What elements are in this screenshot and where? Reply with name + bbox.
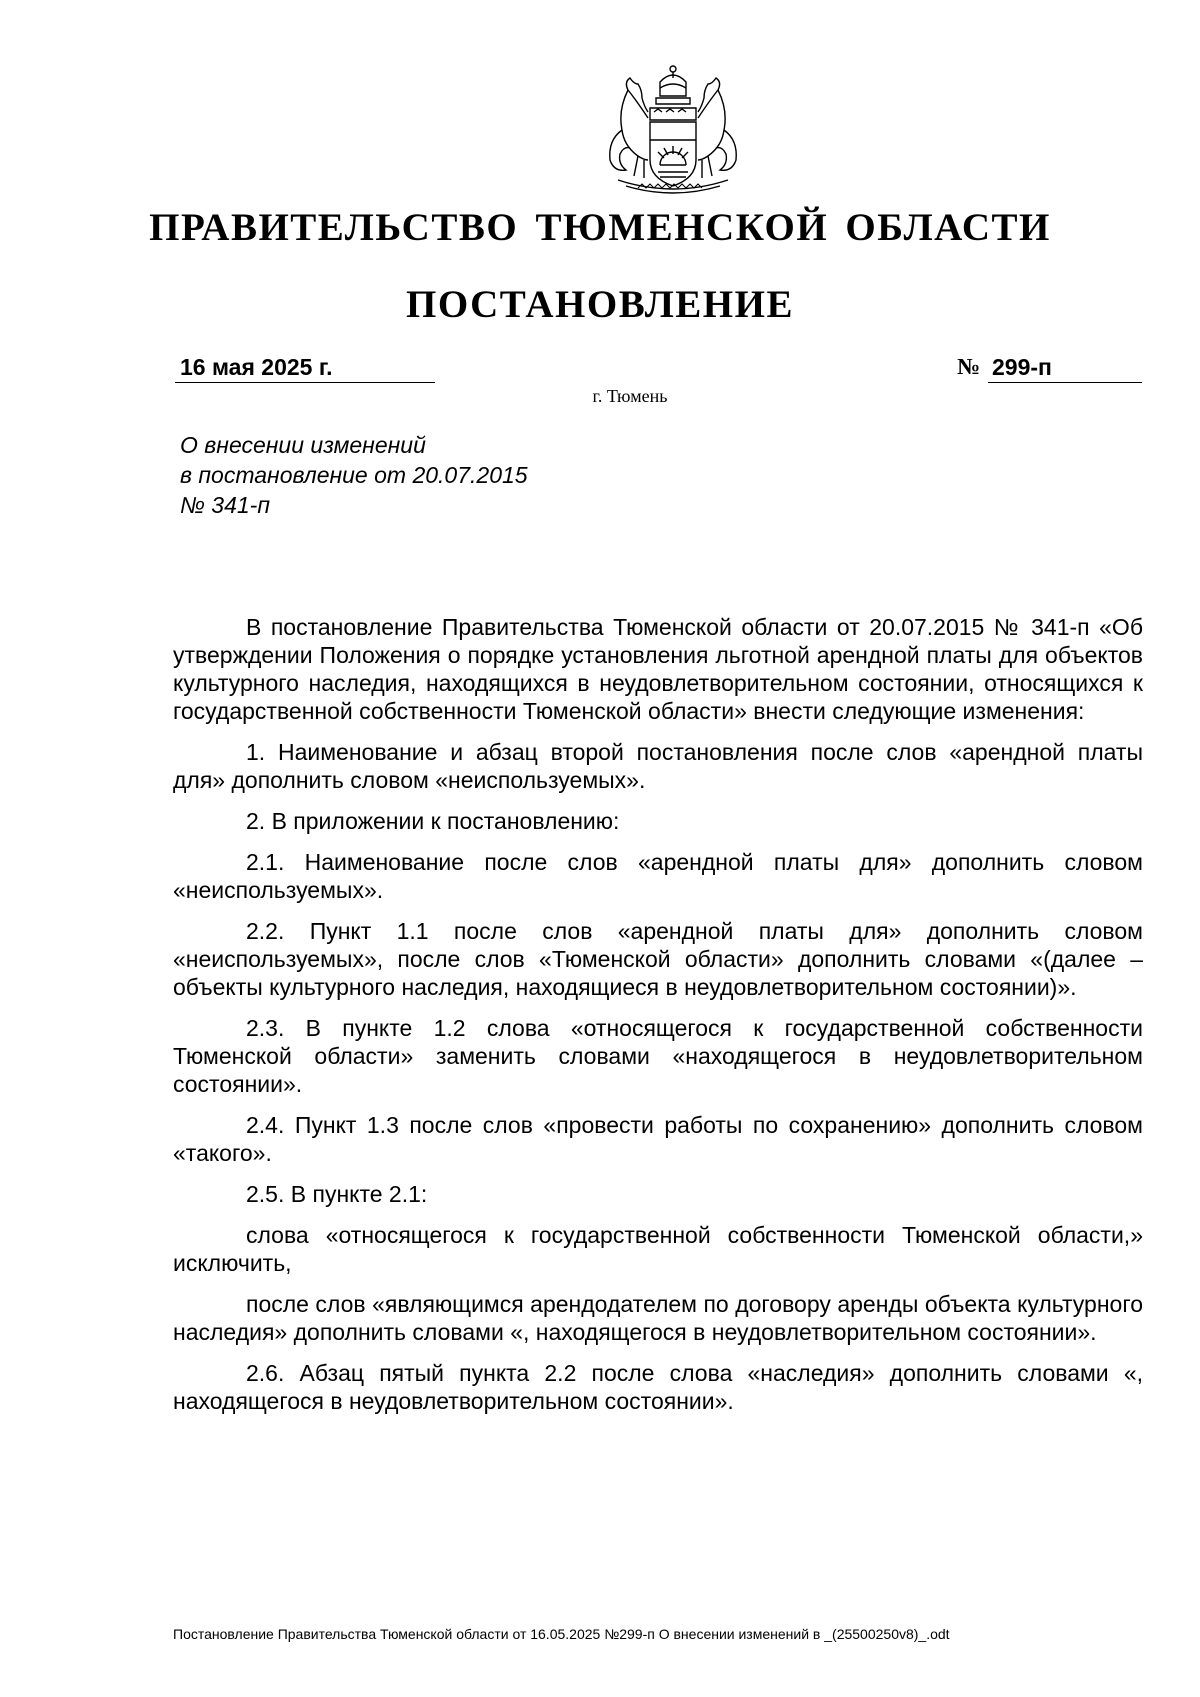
document-body [173,613,1143,1428]
document-subject [180,430,700,520]
number-label: № [957,354,981,379]
body-paragraph: 2. В приложении к постановлению: [246,808,620,834]
government-title: ПРАВИТЕЛЬСТВО ТЮМЕНСКОЙ ОБЛАСТИ [149,206,1051,249]
subject-line: в постановление от 20.07.2015 [180,462,528,488]
body-paragraph: после слов «являющимся арендодателем по договору аренды объекта культурного наследия» дополнить словами «, находящегося в неудовлетворительном состоянии». [173,1291,1143,1345]
body-paragraph: 2.3. В пункте 1.2 слова «относящегося к государственной собственности Тюменской области» заменить словами «находящегося в неудовлетворительном состоянии». [173,1015,1143,1097]
document-number: 299-п [988,352,1142,383]
body-paragraph: слова «относящегося к государственной собственности Тюменской области,» исключить, [173,1222,1143,1276]
body-paragraph: 1. Наименование и абзац второй постановления после слов «арендной платы для» дополнить словом «неиспользуемых». [173,739,1143,793]
subject-line: О внесении изменений [180,432,426,458]
document-date: 16 мая 2025 г. [175,352,435,383]
city-name: г. Тюмень [592,386,668,406]
document-footer: Постановление Правительства Тюменской области от 16.05.2025 №299-п О внесении изменений в _(25500250v8)_.odt [173,1626,950,1642]
body-paragraph: В постановление Правительства Тюменской области от 20.07.2015 № 341-п «Об утверждении Положения о порядке установления льготной арендной платы для объектов культурного наследия, находящихся в неудовлетворительном состоянии, относящихся к государственной собственности Тюменской области» внести следующие изменения: [173,614,1143,724]
body-paragraph: 2.2. Пункт 1.1 после слов «арендной платы для» дополнить словом «неиспользуемых», после слов «Тюменской области» дополнить словами «(далее – объекты культурного наследия, находящиеся в неудовлетворительном состоянии)». [173,918,1143,1000]
document-type: ПОСТАНОВЛЕНИЕ [405,283,794,326]
body-paragraph: 2.4. Пункт 1.3 после слов «провести работы по сохранению» дополнить словом «такого». [173,1112,1143,1166]
body-paragraph: 2.1. Наименование после слов «арендной платы для» дополнить словом «неиспользуемых». [173,849,1143,903]
subject-line: № 341-п [180,492,270,518]
body-paragraph: 2.5. В пункте 2.1: [246,1181,428,1207]
body-paragraph: 2.6. Абзац пятый пункта 2.2 после слова «наследия» дополнить словами «, находящегося в неудовлетворительном состоянии». [173,1360,1143,1414]
tyumen-region-coat-of-arms-icon [598,60,748,200]
